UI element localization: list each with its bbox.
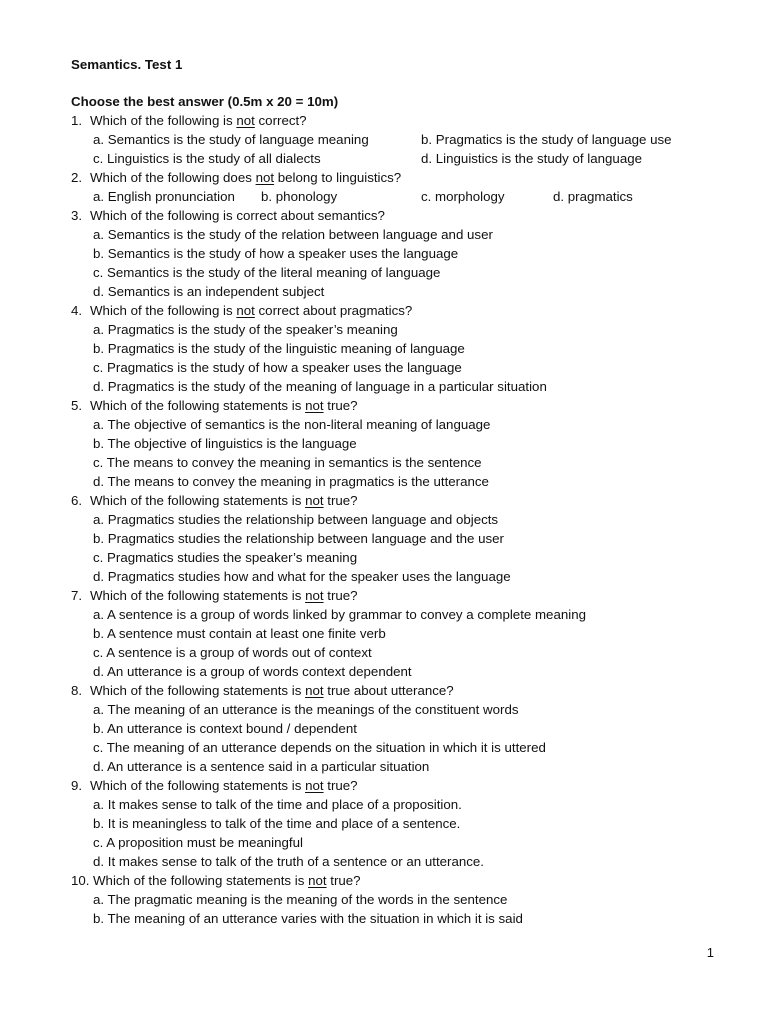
- question-text-part: true about utterance?: [323, 683, 454, 698]
- underlined-word: not: [236, 113, 255, 128]
- option-d: d. pragmatics: [553, 189, 633, 204]
- option-b: [71, 529, 731, 548]
- question-7: [71, 586, 731, 605]
- question-4: [71, 301, 731, 320]
- question-8: [71, 681, 731, 700]
- question-number: 6.: [71, 493, 83, 508]
- option-b: [71, 434, 731, 453]
- underlined-word: not: [305, 398, 324, 413]
- option-c: [71, 738, 731, 757]
- question-text: [93, 871, 361, 890]
- question-text-part: Which of the following statements is: [90, 683, 306, 698]
- option-d: [71, 377, 731, 396]
- question-number: 9.: [71, 778, 83, 793]
- question-text-part: correct?: [254, 113, 307, 128]
- underlined-word: not: [308, 873, 327, 888]
- option-text: c. A sentence is a group of words out of context: [93, 645, 372, 660]
- question-text-part: true?: [323, 493, 358, 508]
- option-text: d. The means to convey the meaning in pragmatics is the utterance: [93, 474, 489, 489]
- option-c: [71, 833, 731, 852]
- document-title: Semantics. Test 1: [71, 57, 183, 72]
- question-1: [71, 111, 731, 130]
- question-text-part: true?: [323, 398, 358, 413]
- option-text: a. The objective of semantics is the non-literal meaning of language: [93, 417, 491, 432]
- option-text: c. The meaning of an utterance depends on the situation in which it is uttered: [93, 740, 546, 755]
- option-c: c. morphology: [421, 189, 505, 204]
- instructions: Choose the best answer (0.5m x 20 = 10m): [71, 94, 339, 109]
- option-row: [71, 187, 731, 206]
- underlined-word: not: [236, 303, 255, 318]
- option-text: c. The means to convey the meaning in semantics is the sentence: [93, 455, 482, 470]
- option-text: d. Pragmatics is the study of the meaning of language in a particular situation: [93, 379, 547, 394]
- option-d: [71, 472, 731, 491]
- question-5: [71, 396, 731, 415]
- option-a: a. Semantics is the study of language meaning: [93, 132, 369, 147]
- option-text: b. The objective of linguistics is the language: [93, 436, 357, 451]
- underlined-word: not: [305, 588, 324, 603]
- option-a: a. English pronunciation: [93, 189, 235, 204]
- option-b: [71, 244, 731, 263]
- option-b: [71, 624, 731, 643]
- underlined-word: not: [255, 170, 275, 185]
- spacer: [71, 74, 731, 92]
- question-text: [90, 168, 401, 187]
- question-number: 2.: [71, 170, 83, 185]
- question-text-part: true?: [326, 873, 361, 888]
- question-number: 10.: [71, 873, 90, 888]
- question-text-part: Which of the following statements is: [93, 873, 309, 888]
- question-text-part: Which of the following statements is: [90, 588, 306, 603]
- option-c: [71, 453, 731, 472]
- question-text: [90, 206, 385, 225]
- option-d: d. Linguistics is the study of language: [421, 151, 643, 166]
- option-text: b. A sentence must contain at least one finite verb: [93, 626, 386, 641]
- option-text: d. An utterance is a group of words context dependent: [93, 664, 412, 679]
- question-number: 7.: [71, 588, 83, 603]
- option-row: [71, 149, 731, 168]
- option-d: [71, 282, 731, 301]
- question-text-part: Which of the following statements is: [90, 398, 306, 413]
- option-text: b. An utterance is context bound / dependent: [93, 721, 357, 736]
- option-text: c. Semantics is the study of the literal meaning of language: [93, 265, 441, 280]
- question-2: [71, 168, 731, 187]
- question-number: 5.: [71, 398, 83, 413]
- question-text-part: Which of the following statements is: [90, 493, 306, 508]
- option-a: [71, 605, 731, 624]
- question-text-part: belong to linguistics?: [274, 170, 402, 185]
- question-text: [90, 491, 358, 510]
- option-text: d. Pragmatics studies how and what for the speaker uses the language: [93, 569, 511, 584]
- question-text-part: Which of the following statements is: [90, 778, 306, 793]
- option-b: b. phonology: [261, 189, 338, 204]
- document-content: [71, 55, 731, 928]
- question-text-part: Which of the following is correct about semantics?: [90, 208, 385, 223]
- option-text: b. It is meaningless to talk of the time and place of a sentence.: [93, 816, 461, 831]
- option-text: a. The meaning of an utterance is the meanings of the constituent words: [93, 702, 519, 717]
- option-text: c. Pragmatics is the study of how a speaker uses the language: [93, 360, 462, 375]
- option-d: [71, 757, 731, 776]
- question-text-part: true?: [323, 778, 358, 793]
- option-row: [71, 130, 731, 149]
- option-b: b. Pragmatics is the study of language use: [421, 132, 672, 147]
- question-text-part: Which of the following is: [90, 303, 237, 318]
- question-number: 1.: [71, 113, 83, 128]
- option-text: c. Pragmatics studies the speaker’s meaning: [93, 550, 358, 565]
- option-c: [71, 548, 731, 567]
- option-a: [71, 225, 731, 244]
- option-text: c. A proposition must be meaningful: [93, 835, 303, 850]
- option-text: a. It makes sense to talk of the time and place of a proposition.: [93, 797, 462, 812]
- question-text-part: Which of the following does: [90, 170, 256, 185]
- option-text: b. Semantics is the study of how a speaker uses the language: [93, 246, 459, 261]
- question-6: [71, 491, 731, 510]
- option-a: [71, 415, 731, 434]
- question-3: [71, 206, 731, 225]
- question-number: 3.: [71, 208, 83, 223]
- option-text: d. An utterance is a sentence said in a particular situation: [93, 759, 430, 774]
- question-10: [71, 871, 731, 890]
- question-number: 8.: [71, 683, 83, 698]
- option-text: a. Pragmatics studies the relationship between language and objects: [93, 512, 499, 527]
- option-text: b. The meaning of an utterance varies with the situation in which it is said: [93, 911, 523, 926]
- option-a: [71, 700, 731, 719]
- page-number: 1: [706, 945, 714, 960]
- question-text-part: correct about pragmatics?: [254, 303, 413, 318]
- option-c: [71, 263, 731, 282]
- question-text: [90, 681, 454, 700]
- option-text: a. A sentence is a group of words linked by grammar to convey a complete meaning: [93, 607, 586, 622]
- option-b: [71, 909, 731, 928]
- option-text: a. Pragmatics is the study of the speaker’s meaning: [93, 322, 398, 337]
- option-b: [71, 814, 731, 833]
- underlined-word: not: [305, 493, 324, 508]
- option-b: [71, 339, 731, 358]
- option-a: [71, 510, 731, 529]
- question-text: [90, 776, 358, 795]
- option-b: [71, 719, 731, 738]
- underlined-word: not: [305, 778, 324, 793]
- option-text: a. The pragmatic meaning is the meaning of the words in the sentence: [93, 892, 508, 907]
- underlined-word: not: [305, 683, 324, 698]
- question-text: [90, 586, 358, 605]
- option-text: a. Semantics is the study of the relation between language and user: [93, 227, 493, 242]
- question-9: [71, 776, 731, 795]
- question-text-part: true?: [323, 588, 358, 603]
- option-text: d. It makes sense to talk of the truth of a sentence or an utterance.: [93, 854, 485, 869]
- option-d: [71, 662, 731, 681]
- option-text: d. Semantics is an independent subject: [93, 284, 325, 299]
- option-c: c. Linguistics is the study of all dialects: [93, 151, 321, 166]
- option-a: [71, 320, 731, 339]
- option-c: [71, 358, 731, 377]
- option-text: b. Pragmatics studies the relationship between language and the user: [93, 531, 504, 546]
- option-text: b. Pragmatics is the study of the linguistic meaning of language: [93, 341, 465, 356]
- option-d: [71, 567, 731, 586]
- question-text-part: Which of the following is: [90, 113, 237, 128]
- question-text: [90, 396, 358, 415]
- option-c: [71, 643, 731, 662]
- option-d: [71, 852, 731, 871]
- question-number: 4.: [71, 303, 83, 318]
- option-a: [71, 890, 731, 909]
- question-text: [90, 111, 307, 130]
- option-a: [71, 795, 731, 814]
- question-text: [90, 301, 412, 320]
